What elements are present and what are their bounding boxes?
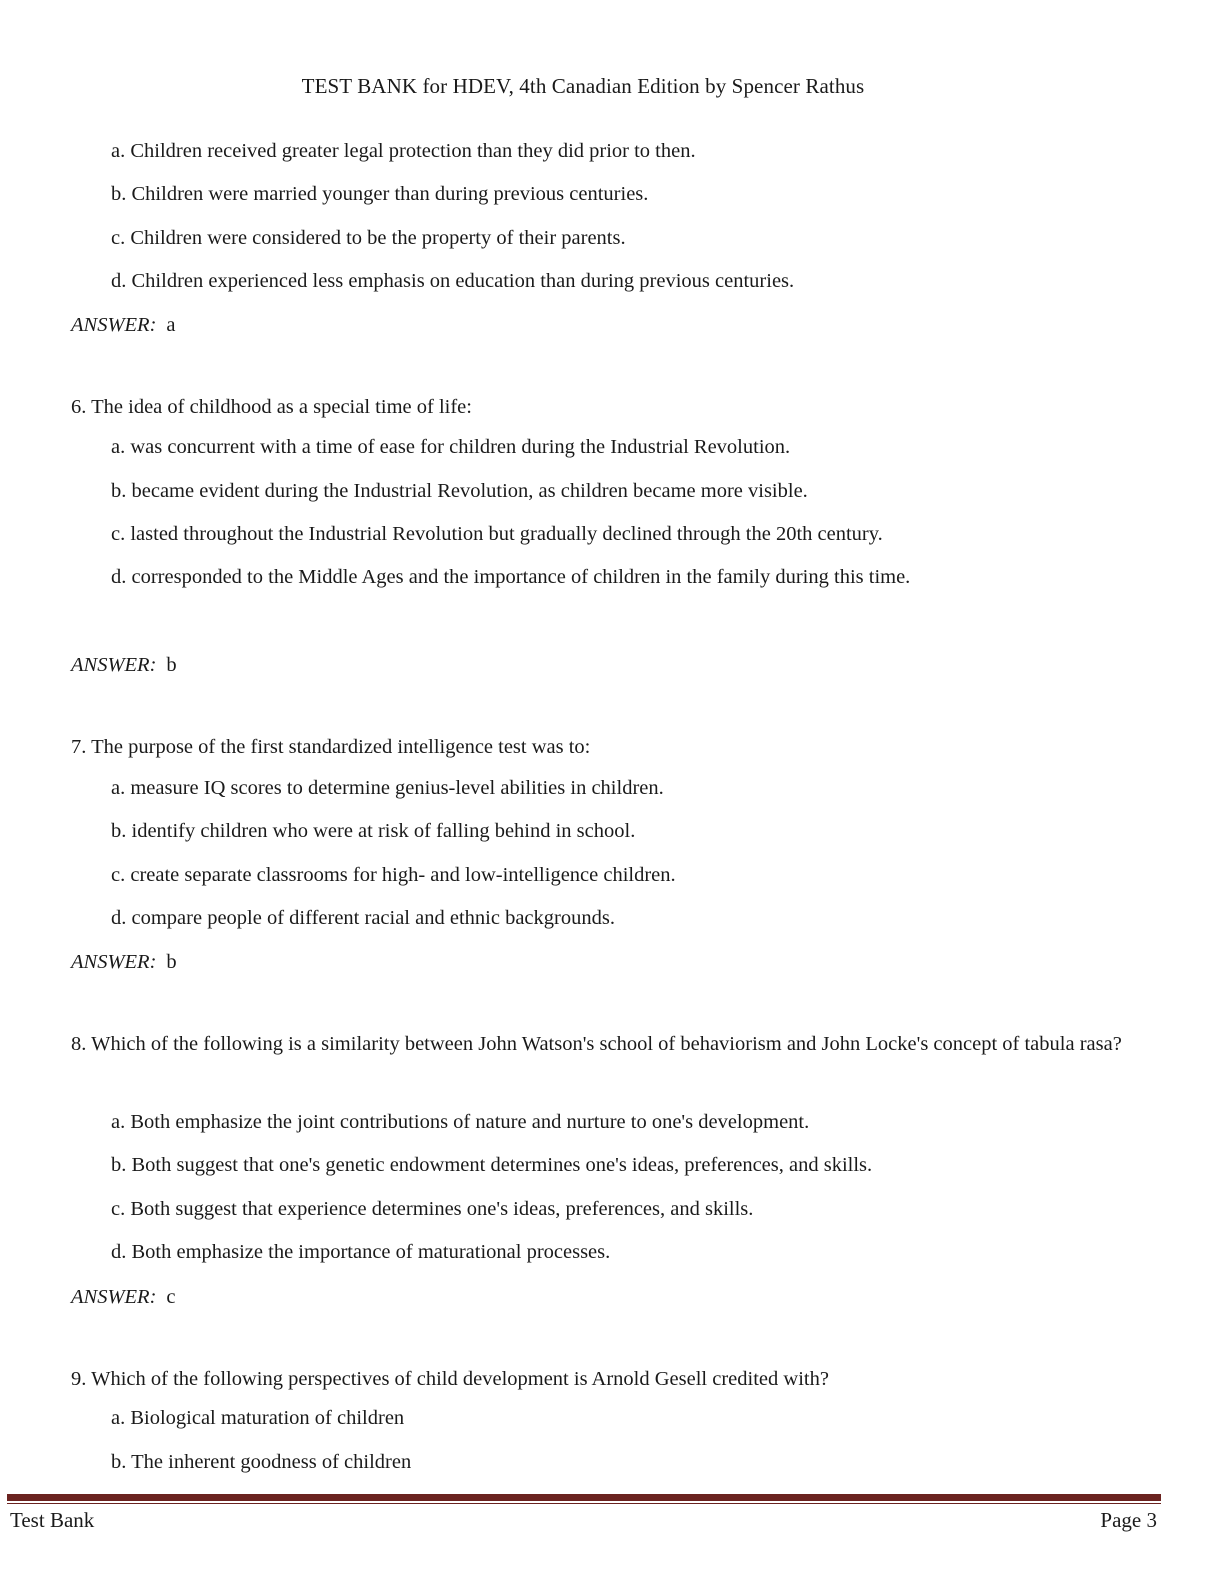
q8-option-c: c. Both suggest that experience determines one's ideas, preferences, and skills.: [111, 1198, 754, 1220]
answer-value: b: [166, 654, 177, 676]
q5-option-a: a. Children received greater legal protection than they did prior to then.: [111, 140, 696, 162]
q7-option-a: a. measure IQ scores to determine genius-level abilities in children.: [111, 777, 664, 799]
q6-answer: [71, 654, 177, 677]
q8-option-a: a. Both emphasize the joint contributions of nature and nurture to one's development.: [111, 1111, 810, 1133]
answer-value: a: [166, 314, 176, 336]
page-number: Page 3: [1100, 1508, 1157, 1532]
answer-label: ANSWER:: [71, 654, 157, 676]
q9-stem: 9. Which of the following perspectives of child development is Arnold Gesell credited with?: [71, 1368, 829, 1390]
q8-option-d: d. Both emphasize the importance of maturational processes.: [111, 1241, 611, 1263]
q7-stem: 7. The purpose of the first standardized intelligence test was to:: [71, 736, 591, 758]
q6-option-d: d. corresponded to the Middle Ages and the importance of children in the family during this time.: [111, 566, 911, 588]
q6-stem: 6. The idea of childhood as a special time of life:: [71, 396, 472, 418]
answer-value: c: [166, 1286, 176, 1308]
q6-option-b: b. became evident during the Industrial Revolution, as children became more visible.: [111, 480, 808, 502]
answer-label: ANSWER:: [71, 314, 157, 336]
q8-option-b: b. Both suggest that one's genetic endowment determines one's ideas, preferences, and skills.: [111, 1154, 873, 1176]
answer-label: ANSWER:: [71, 1286, 157, 1308]
q7-option-b: b. identify children who were at risk of falling behind in school.: [111, 820, 636, 842]
q5-option-b: b. Children were married younger than during previous centuries.: [111, 183, 649, 205]
answer-value: b: [166, 951, 177, 973]
q5-option-d: d. Children experienced less emphasis on education than during previous centuries.: [111, 270, 795, 292]
q7-option-d: d. compare people of different racial and ethnic backgrounds.: [111, 907, 615, 929]
q6-option-c: c. lasted throughout the Industrial Revolution but gradually declined through the 20th century.: [111, 523, 883, 545]
footer-left-label: Test Bank: [10, 1508, 95, 1532]
q6-option-a: a. was concurrent with a time of ease for children during the Industrial Revolution.: [111, 436, 791, 458]
q5-option-c: c. Children were considered to be the property of their parents.: [111, 227, 626, 249]
q9-option-b: b. The inherent goodness of children: [111, 1451, 412, 1473]
page-header-title: TEST BANK for HDEV, 4th Canadian Edition by Spencer Rathus: [301, 74, 865, 98]
footer-divider-thin: [7, 1503, 1161, 1504]
q7-answer: [71, 951, 177, 974]
q7-option-c: c. create separate classrooms for high- and low-intelligence children.: [111, 864, 676, 886]
footer-divider: [7, 1494, 1161, 1501]
q5-answer: [71, 314, 176, 337]
answer-label: ANSWER:: [71, 951, 157, 973]
q8-answer: [71, 1286, 176, 1309]
q9-option-a: a. Biological maturation of children: [111, 1407, 405, 1429]
q8-stem: 8. Which of the following is a similarity between John Watson's school of behaviorism and John Locke's concept of tabula rasa?: [71, 1033, 1122, 1055]
